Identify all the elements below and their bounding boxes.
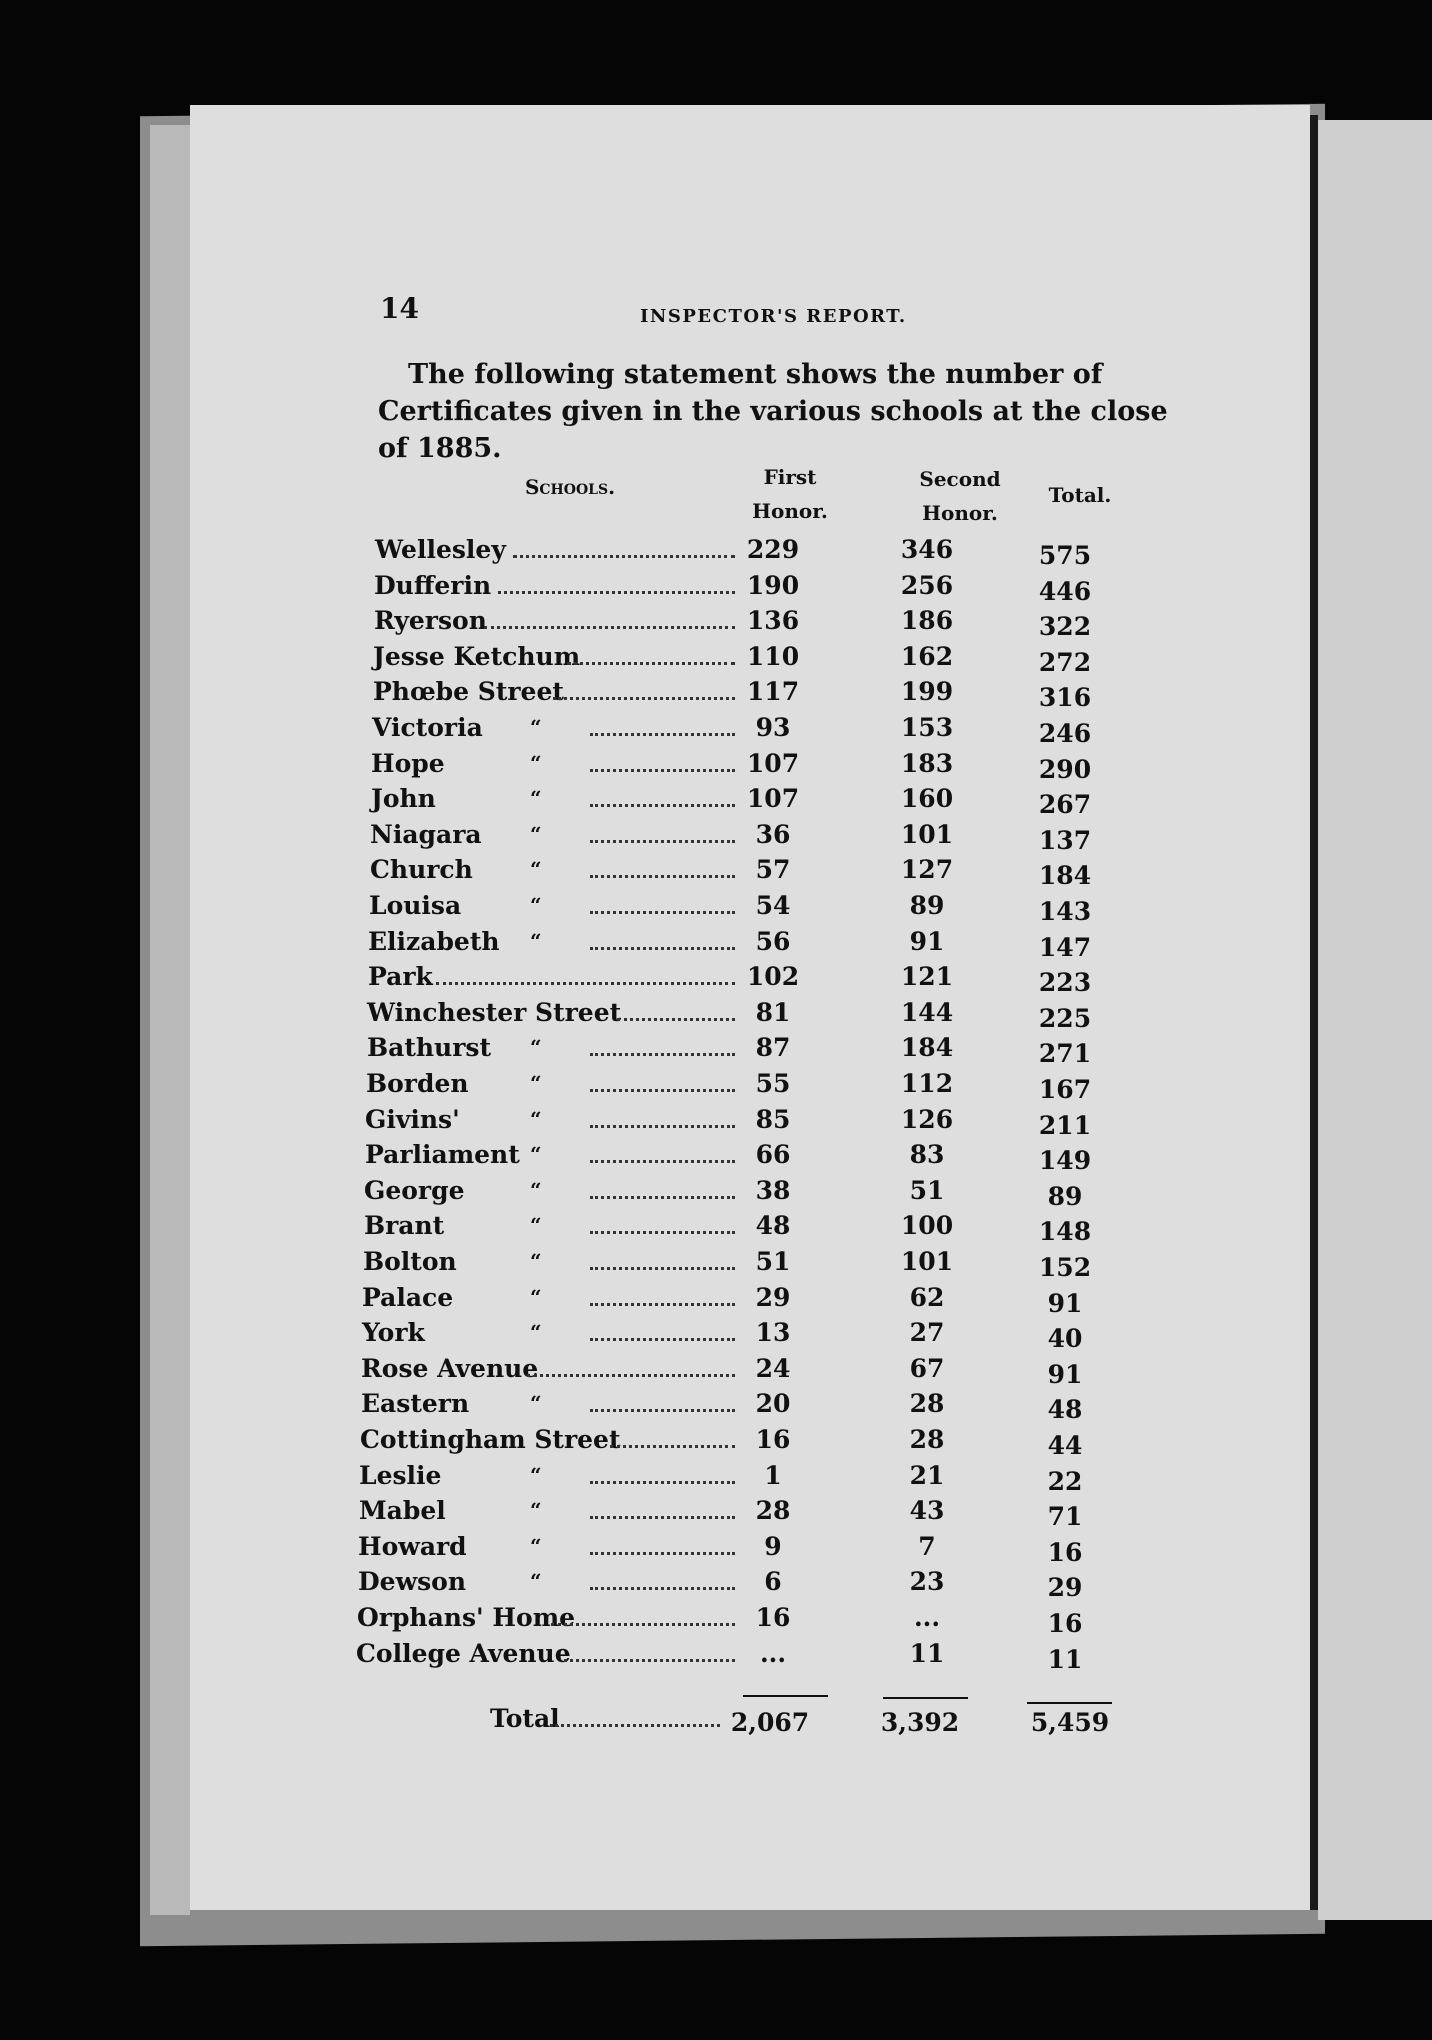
school-name: College Avenue: [356, 1639, 571, 1668]
first-honor-total: 2,067: [730, 1708, 810, 1737]
dot-leader: [590, 838, 735, 843]
total-value: 22: [1047, 1467, 1083, 1496]
school-name: Cottingham Street: [360, 1425, 621, 1454]
school-name: Louisa: [369, 891, 462, 920]
school-name: John: [371, 784, 436, 813]
school-name: Howard: [358, 1532, 467, 1561]
total-total-rule: [1027, 1702, 1112, 1704]
ditto-mark: “: [530, 1534, 542, 1558]
dot-leader: [590, 731, 735, 736]
first-honor-value: 93: [755, 713, 791, 742]
table-row: [0, 962, 1432, 997]
total-value: 89: [1047, 1182, 1083, 1211]
first-honor-value: 36: [755, 820, 791, 849]
table-row: [0, 535, 1432, 570]
table-row: [0, 749, 1432, 784]
first-honor-value: 9: [764, 1532, 782, 1561]
second-honor-value: 21: [909, 1461, 945, 1490]
first-honor-value: 117: [746, 677, 800, 706]
second-honor-total: 3,392: [880, 1708, 960, 1737]
first-total-rule: [743, 1695, 828, 1697]
ditto-mark: “: [530, 1249, 542, 1273]
table-row: [0, 1283, 1432, 1318]
second-honor-value: 127: [900, 855, 954, 884]
dot-leader: [590, 1407, 735, 1412]
table-row: [0, 1211, 1432, 1246]
first-honor-value: 48: [755, 1211, 791, 1240]
table-row: [0, 1496, 1432, 1531]
dot-leader: [590, 1265, 735, 1270]
total-value: 143: [1038, 897, 1092, 926]
ditto-mark: “: [530, 822, 542, 846]
first-honor-header: [745, 460, 835, 528]
school-name: York: [362, 1318, 425, 1347]
school-name: Eastern: [361, 1389, 470, 1418]
first-honor-value: 57: [755, 855, 791, 884]
first-honor-value: 110: [746, 642, 800, 671]
total-value: 290: [1038, 755, 1092, 784]
second-honor-value: 62: [909, 1283, 945, 1312]
ditto-mark: “: [530, 786, 542, 810]
school-name: Palace: [362, 1283, 454, 1312]
dot-leader: [590, 767, 735, 772]
school-name: Phœbe Street: [373, 677, 564, 706]
table-row: [0, 1140, 1432, 1175]
ditto-mark: “: [530, 1285, 542, 1309]
second-honor-value: 27: [909, 1318, 945, 1347]
ditto-mark: “: [530, 1463, 542, 1487]
total-value: 575: [1038, 541, 1092, 570]
total-label: Total: [490, 1704, 560, 1733]
total-value: 149: [1038, 1146, 1092, 1175]
ditto-mark: “: [530, 751, 542, 775]
total-value: 152: [1038, 1253, 1092, 1282]
total-value: 91: [1047, 1360, 1083, 1389]
dot-leader: [551, 1621, 735, 1626]
totals-row: [0, 1708, 1432, 1743]
dot-leader: [590, 802, 735, 807]
dot-leader: [484, 624, 735, 629]
total-value: 148: [1038, 1217, 1092, 1246]
second-honor-value: 144: [900, 998, 954, 1027]
first-honor-value: 55: [755, 1069, 791, 1098]
second-honor-value: 83: [909, 1140, 945, 1169]
total-value: 267: [1038, 790, 1092, 819]
dot-leader: [590, 1051, 735, 1056]
total-value: 147: [1038, 933, 1092, 962]
ditto-mark: “: [530, 1107, 542, 1131]
total-value: 16: [1047, 1538, 1083, 1567]
ditto-mark: “: [530, 1035, 542, 1059]
dot-leader: [498, 589, 735, 594]
table-row: [0, 891, 1432, 926]
first-honor-header-line1: First: [763, 465, 817, 489]
dot-leader: [553, 695, 735, 700]
dot-leader: [610, 1443, 735, 1448]
second-honor-value: 89: [909, 891, 945, 920]
dot-leader: [590, 1585, 735, 1590]
school-name: Rose Avenue: [361, 1354, 539, 1383]
school-name: Brant: [364, 1211, 445, 1240]
second-honor-value: 256: [900, 571, 954, 600]
table-row: [0, 1425, 1432, 1460]
total-value: 91: [1047, 1289, 1083, 1318]
second-honor-value: 184: [900, 1033, 954, 1062]
second-honor-value: 91: [909, 927, 945, 956]
school-name: Wellesley: [375, 535, 506, 564]
school-name: Dewson: [358, 1567, 467, 1596]
total-value: 223: [1038, 968, 1092, 997]
table-row: [0, 1354, 1432, 1389]
dot-leader: [617, 1016, 735, 1021]
dot-leader: [590, 1229, 735, 1234]
first-honor-value: 107: [746, 784, 800, 813]
table-row: [0, 606, 1432, 641]
first-honor-value: 16: [755, 1603, 791, 1632]
second-honor-value: 112: [900, 1069, 954, 1098]
ditto-mark: “: [530, 1320, 542, 1344]
table-row: [0, 642, 1432, 677]
first-honor-value: 29: [755, 1283, 791, 1312]
first-honor-value: 20: [755, 1389, 791, 1418]
ditto-mark: “: [530, 1071, 542, 1095]
second-honor-value: 43: [909, 1496, 945, 1525]
first-honor-value: 13: [755, 1318, 791, 1347]
table-row: [0, 1247, 1432, 1282]
second-honor-value: 101: [900, 1247, 954, 1276]
table-row: [0, 1069, 1432, 1104]
table-row: [0, 571, 1432, 606]
table-row: [0, 784, 1432, 819]
table-row: [0, 1461, 1432, 1496]
ditto-mark: “: [530, 715, 542, 739]
total-value: 137: [1038, 826, 1092, 855]
dot-leader: [590, 1087, 735, 1092]
second-honor-value: 121: [900, 962, 954, 991]
second-honor-value: 67: [909, 1354, 945, 1383]
first-honor-value: 81: [755, 998, 791, 1027]
dot-leader: [590, 873, 735, 878]
ditto-mark: “: [530, 929, 542, 953]
total-value: 29: [1047, 1573, 1083, 1602]
second-honor-value: 126: [900, 1105, 954, 1134]
total-value: 71: [1047, 1502, 1083, 1531]
running-header: INSPECTOR'S REPORT.: [640, 306, 907, 327]
page-number: 14: [380, 292, 419, 325]
school-name: Winchester Street: [367, 998, 622, 1027]
table-row: [0, 1105, 1432, 1140]
dot-leader: [590, 1479, 735, 1484]
first-honor-header-line2: Honor.: [752, 499, 828, 523]
table-row: [0, 1033, 1432, 1068]
table-row: [0, 998, 1432, 1033]
first-honor-value: 136: [746, 606, 800, 635]
table-row: [0, 1603, 1432, 1638]
school-name: Bolton: [363, 1247, 457, 1276]
dot-leader: [590, 1550, 735, 1555]
dot-leader: [590, 1123, 735, 1128]
first-honor-value: 51: [755, 1247, 791, 1276]
first-honor-value: ...: [759, 1639, 787, 1668]
total-value: 40: [1047, 1324, 1083, 1353]
dot-leader: [564, 1657, 735, 1662]
first-honor-value: 56: [755, 927, 791, 956]
first-honor-value: 107: [746, 749, 800, 778]
school-name: Church: [370, 855, 473, 884]
school-name: Jesse Ketchum: [373, 642, 581, 671]
second-honor-value: 199: [900, 677, 954, 706]
second-honor-value: ...: [913, 1603, 941, 1632]
ditto-mark: “: [530, 1178, 542, 1202]
school-name: Ryerson: [374, 606, 487, 635]
first-honor-value: 87: [755, 1033, 791, 1062]
second-honor-header: [910, 462, 1010, 530]
ditto-mark: “: [530, 1391, 542, 1415]
second-honor-header-line1: Second: [919, 467, 1001, 491]
second-honor-value: 7: [918, 1532, 936, 1561]
second-honor-value: 23: [909, 1567, 945, 1596]
dot-leader: [590, 1158, 735, 1163]
second-honor-value: 28: [909, 1425, 945, 1454]
first-honor-value: 1: [764, 1461, 782, 1490]
second-honor-value: 100: [900, 1211, 954, 1240]
first-honor-value: 66: [755, 1140, 791, 1169]
dot-leader: [527, 1372, 735, 1377]
school-name: Dufferin: [374, 571, 492, 600]
grand-total: 5,459: [1030, 1708, 1110, 1737]
total-value: 184: [1038, 861, 1092, 890]
school-name: Givins': [365, 1105, 460, 1134]
total-value: 271: [1038, 1039, 1092, 1068]
total-value: 322: [1038, 612, 1092, 641]
intro-paragraph: The following statement shows the number of Certificates given in the various schools at the close of 1885.: [378, 359, 1168, 464]
dot-leader: [590, 1514, 735, 1519]
school-name: Mabel: [359, 1496, 446, 1525]
table-row: [0, 1176, 1432, 1211]
total-value: 48: [1047, 1395, 1083, 1424]
school-name: Niagara: [370, 820, 482, 849]
table-row: [0, 927, 1432, 962]
second-honor-header-line2: Honor.: [922, 501, 998, 525]
ditto-mark: “: [530, 1142, 542, 1166]
dot-leader: [513, 553, 735, 558]
school-name: Victoria: [372, 713, 483, 742]
first-honor-value: 24: [755, 1354, 791, 1383]
table-row: [0, 1532, 1432, 1567]
first-honor-value: 54: [755, 891, 791, 920]
total-value: 446: [1038, 577, 1092, 606]
first-honor-value: 6: [764, 1567, 782, 1596]
ditto-mark: “: [530, 893, 542, 917]
ditto-mark: “: [530, 1498, 542, 1522]
school-name: Elizabeth: [368, 927, 500, 956]
dot-leader: [436, 980, 735, 985]
dot-leader: [590, 909, 735, 914]
total-value: 246: [1038, 719, 1092, 748]
first-honor-value: 16: [755, 1425, 791, 1454]
schools-column-header: Schools.: [524, 475, 616, 499]
total-value: 167: [1038, 1075, 1092, 1104]
second-honor-value: 162: [900, 642, 954, 671]
second-honor-value: 183: [900, 749, 954, 778]
school-name: Borden: [366, 1069, 469, 1098]
table-row: [0, 677, 1432, 712]
second-honor-value: 101: [900, 820, 954, 849]
dot-leader: [590, 1336, 735, 1341]
first-honor-value: 38: [755, 1176, 791, 1205]
table-row: [0, 1318, 1432, 1353]
school-name: Parliament: [365, 1140, 520, 1169]
dot-leader: [590, 945, 735, 950]
school-name: Park: [368, 962, 433, 991]
second-honor-value: 153: [900, 713, 954, 742]
second-honor-value: 51: [909, 1176, 945, 1205]
table-row: [0, 820, 1432, 855]
table-row: [0, 713, 1432, 748]
second-total-rule: [883, 1697, 968, 1699]
dot-leader: [590, 1301, 735, 1306]
school-name: Hope: [371, 749, 445, 778]
total-column-header: Total.: [1048, 483, 1112, 507]
second-honor-value: 346: [900, 535, 954, 564]
total-value: 11: [1047, 1645, 1083, 1674]
total-value: 211: [1038, 1111, 1092, 1140]
ditto-mark: “: [530, 1213, 542, 1237]
total-value: 272: [1038, 648, 1092, 677]
school-name: Orphans' Home: [357, 1603, 576, 1632]
first-honor-value: 102: [746, 962, 800, 991]
first-honor-value: 85: [755, 1105, 791, 1134]
dot-leader: [567, 660, 735, 665]
table-row: [0, 855, 1432, 890]
school-name: Bathurst: [367, 1033, 492, 1062]
total-value: 225: [1038, 1004, 1092, 1033]
second-honor-value: 28: [909, 1389, 945, 1418]
dot-leader: [590, 1194, 735, 1199]
table-row: [0, 1567, 1432, 1602]
ditto-mark: “: [530, 1569, 542, 1593]
table-row: [0, 1389, 1432, 1424]
school-name: Leslie: [359, 1461, 442, 1490]
ditto-mark: “: [530, 857, 542, 881]
second-honor-value: 11: [909, 1639, 945, 1668]
first-honor-value: 190: [746, 571, 800, 600]
total-value: 16: [1047, 1609, 1083, 1638]
first-honor-value: 229: [746, 535, 800, 564]
school-name: George: [364, 1176, 465, 1205]
table-row: [0, 1639, 1432, 1674]
total-value: 44: [1047, 1431, 1083, 1460]
first-honor-value: 28: [755, 1496, 791, 1525]
second-honor-value: 160: [900, 784, 954, 813]
second-honor-value: 186: [900, 606, 954, 635]
total-value: 316: [1038, 683, 1092, 712]
